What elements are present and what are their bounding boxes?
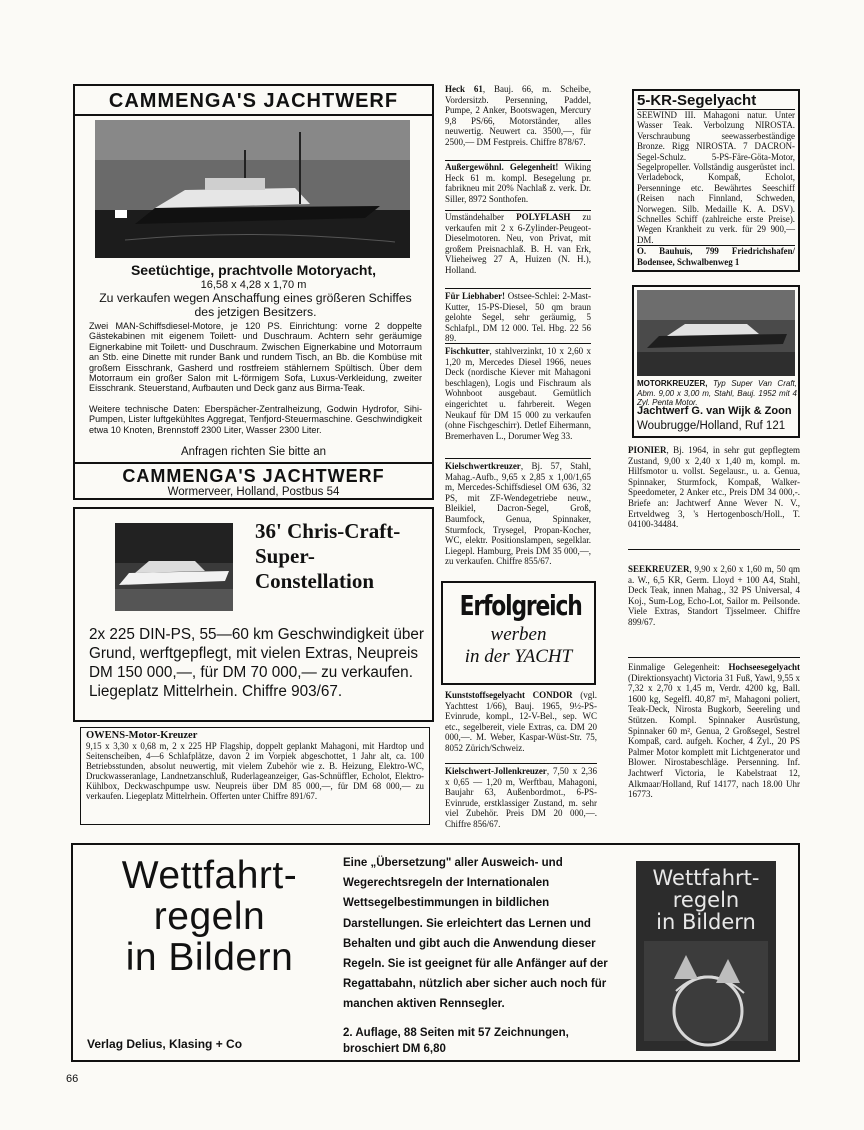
cammenga-ad [73, 84, 434, 500]
wettfahrt-publisher: Verlag Delius, Klasing + Co [87, 1037, 243, 1051]
cammenga-heading-2: CAMMENGA'S JACHTWERF [122, 466, 385, 486]
ad-kielschwertkreuzer [445, 461, 591, 567]
ad-polyflash [445, 212, 591, 276]
pionier-text: , Bj. 1964, in sehr gut gepflegtem Zustand, 9,00 x 2,40 x 1,40 m, kompl. m. Hilfsmotor u. vollst. Segelausr., u. a. Genua, Spinnaker, Sturmfock, Kompaß, Walker-Speedometer, 2 Anker etc., Preis DM 34 000,-. Briefe an: Jachtwerf Anne Wever N. V., Ertveldweg 3, 's Hertogenbosch/Holl., T. 04100-34484. [628, 445, 800, 530]
chris-craft-title: 36' Chris-Craft-Super-Constellation [255, 519, 401, 593]
ad-heck-61 [445, 84, 591, 148]
divider [445, 210, 591, 211]
wettfahrt-title [87, 855, 332, 978]
divider [445, 458, 591, 459]
chris-craft-body: 2x 225 DIN-PS, 55—60 km Geschwindigkeit über Grund, werftgepflegt, mit vielen Extras, Neupreis DM 150 000,—, für DM 70 000,— zu verkaufen. Liegeplatz Mittelrhein. Chiffre 903/67. [89, 626, 424, 700]
cammenga-title: Seetüchtige, prachtvolle Motoryacht, [130, 262, 377, 278]
cover-line-2: regeln [672, 888, 740, 912]
einmalige-text: (Direktionsyacht) Victoria 31 Fuß, Yawl, 9,55 x 7,32 x 2,70 x 1,45 m, Verdr. 4200 kg, Ball. 1600 kg, Segelfl. 40,87 m², Mahagoni poliert, Teak-Deck, Nirosta Bugkorb, Seereling und Stützen. Kompl. Spinnaker Ausrüstung, Spinnaker 60 m², Genua, 2 Großsegel, Sestrel Kompaß, card. aufgeh. Kocher, 4 Zyl., 20 PS Palmer Motor komplett mit Lichtgenerator und Blower. Nirostabeschläge. Persenning. Inf. Jachtwerf Victoria, le Kabelstraat 12, Alkmaar/Holland, Ruf 14177, nach 18.00 Uhr 16773. [628, 672, 800, 800]
divider [445, 288, 591, 289]
ad-jollenkreuzer [445, 766, 597, 830]
ad-seekreuzer [628, 564, 800, 628]
jollen-text: , 7,50 x 2,36 x 0,65 — 1,20 m, Werftbau, Mahagoni, Baujahr 63, Außenbordmot., 6-PS-Evinrude, erstklassiger Zustand, m. sehr viel Zubehör. Preis DM 20 000,—. Chiffre 856/67. [445, 766, 597, 829]
ad-hochseesegelyacht [628, 662, 800, 800]
einmalige-prefix: Einmalige Gelegenheit: [628, 662, 729, 672]
erfolgreich-ad [441, 581, 596, 685]
divider [628, 657, 800, 658]
kr-address: O. Bauhuis, 799 Friedrichshafen/ Bodensee, Schwalbenweg 1 [637, 246, 795, 267]
book-cover [636, 861, 776, 1051]
wettfahrt-ad [71, 843, 800, 1062]
divider [445, 343, 591, 344]
chris-craft-photo [115, 523, 233, 611]
poly-text: zu verkaufen mit 2 x 6-Zylinder-Peugeot-Dieselmotoren. Neu, von Privat, mit großem Preisnachlaß. B. H. van Erk, Vlieheiweg 27 A, Huizen (N. H.), Holland. [445, 212, 592, 275]
divider [628, 549, 800, 550]
motorkreuzer-desc: Typ Super Van Craft, Abm. 9,00 x 3,00 m, Stahl, Bauj. 1952 mit 4 Zyl. Penta Motor. [637, 379, 797, 408]
ad-condor [445, 690, 597, 754]
motorkreuzer-text [637, 379, 797, 408]
title-line-3: in Bildern [125, 936, 294, 979]
seekreuzer-text: , 9,90 x 2,60 x 1,60 m, 50 qm a. W., 6,5 KR, Germ. Lloyd + 100 A4, Stahl, Deck Teak, innen Mahag., 32 PS Universal, 4 Koj., Sum-Log, Echo-Lot, Sailor m. Peilsonde. Viele Extras, Standort Tjsselmeer. Chiffre 899/67. [628, 564, 800, 627]
cammenga-body2: Weitere technische Daten: Eberspächer-Zentralheizung, Godwin Hydrofor, Sihi-Pumpen, Lister luftgekühltes Aggregat, Tenfjord-Steuermaschine. Geschwindigkeit etwa 10 Knoten, Brennstoff 2300 Liter, Wasser 2300 Liter. [89, 404, 422, 435]
poly-title: POLYFLASH [516, 212, 571, 222]
heck-text: , Bauj. 66, m. Scheibe, Vordersitzb. Persenning, Paddel, Pumpe, 2 Anker, Bootswagen, Mercury 9,8 PS/66, Motorständer, alles neuwertig. Neuwert ca. 3500,—, für 2500,— DM Festpreis. Chiffre 878/67. [445, 84, 591, 147]
divider [75, 462, 432, 464]
jollen-title: Kielschwert-Jollenkreuzer [445, 766, 547, 776]
cover-line-1: Wettfahrt- [652, 866, 760, 890]
cammenga-dims: 16,58 x 4,28 x 1,70 m [200, 279, 307, 291]
motoryacht-illustration [95, 120, 410, 258]
cammenga-body1: Zwei MAN-Schiffsdiesel-Motore, je 120 PS. Einrichtung: vorne 2 doppelte Gästekabinen mit eigenem Toilett- und Duschraum. Achtern sehr geräumige Eignerkabine mit Toilett- und Duschraum. Zwischen Eignerkabine und Motorraum an Stb. eine Dinette mit runder Bank und rundem Tisch, an Bb. die Kombüse mit großem Eisschrank, Gasherd und rostfreiem stählernem Spültisch. Über dem Motorraum ein großer Salon mit L-förmigem Sofa, Luxus-Verkleidung, zweiter Eisschrank. Steuerstand, Aufbauten und Deck ganz aus Birma-Teak. [89, 321, 422, 394]
pionier-title: PIONIER [628, 445, 667, 455]
erfolgreich-yacht: in der YACHT [464, 646, 573, 667]
motorkreuzer-ad [632, 285, 800, 438]
motorkreuzer-yard: Jachtwerf G. van Wijk & Zoon [637, 405, 792, 417]
motorkreuzer-illustration [637, 290, 795, 376]
cover-line-3: in Bildern [656, 910, 756, 934]
kiel-title: Kielschwertkreuzer [445, 461, 521, 471]
owens-title: OWENS-Motor-Kreuzer [86, 730, 198, 741]
kr-title: 5-KR-Segelyacht [637, 92, 795, 110]
page-number: 66 [66, 1073, 79, 1085]
aussergew-title: Außergewöhnl. Gelegenheit! [445, 162, 559, 172]
wettfahrt-description: Eine „Übersetzung" aller Ausweich- und Wegerechtsregeln der Internationalen Wettsegelbestimmungen in bildlichen Darstellungen. Sie erleichtert das Lernen und Behalten und gibt auch die Anwendung dieser Regeln. Sie ist geeignet für alle Anfänger auf der Regattabahn, nützlich aber sicher auch noch für manchen aktiven Rennsegler. [343, 857, 608, 1011]
kiel-text: , Bj. 57, Stahl, Mahag.-Aufb., 9,65 x 2,85 x 1,00/1,65 m, Mercedes-Schiffsdiesel OM 636, 32 PS, mit ZF-Wendegetriebe neuw., Bleikiel, Dacron-Segel, Groß, Baumfock, Genua, Spinnaker, Sturmfock, Trysegel, Propan-Kocher, WC, elektr. Positionslampen, segelklar. Liegepl. Hamburg, Preis DM 35 000,—, zu verkaufen. Chiffre 855/67. [445, 461, 591, 567]
ad-fischkutter [445, 346, 591, 441]
divider [445, 160, 591, 161]
owens-body: 9,15 x 3,30 x 0,68 m, 2 x 225 HP Flagship, doppelt geplankt Mahagoni, mit Hardtop und Seitenscheiben, 4—6 Schlafplätze, davon 2 im Vorpiek abgeschottet, 1 Jahr alt, ca. 100 Betriebsstunden, absolut neuwertig, mit vielem Zubehör wie z. B. Heizung, Elektro-WC, Druckwasseranlage, Landnetzanschluß, Ruderlageanzeiger, Gas-Schnüffler, Echolot, Elektro-Kühlbox, Deckwaschpumpe usw. Neupreis über DM 85 000,—, für DM 68 000,— zu verkaufen. Liegeplatz Mittelrhein. Offerten unter Chiffre 891/67. [86, 741, 424, 801]
cover-illustration [636, 861, 776, 1051]
divider [445, 763, 597, 764]
fisch-title: Fischkutter [445, 346, 490, 356]
motorkreuzer-title: MOTORKREUZER, [637, 379, 708, 388]
title-line-2: regeln [153, 895, 266, 938]
aussergew-text: Wiking Heck 61 m. kompl. Besegelung pr. fabrikneu mit 20% Nachlaß z. verk. Dr. Siller, 8972 Sonthofen. [445, 162, 591, 204]
ad-liebhaber [445, 291, 591, 344]
wettfahrt-edition: 2. Auflage, 88 Seiten mit 57 Zeichnungen, broschiert DM 6,80 [343, 1027, 569, 1055]
motorkreuzer-address: Woubrugge/Holland, Ruf 121 [637, 420, 786, 432]
einmalige-title: Hochseesegelyacht [728, 662, 800, 672]
erfolgreich-werben: werben [490, 624, 547, 645]
cammenga-address: Wormerveer, Holland, Postbus 54 [167, 486, 340, 498]
heck-title: Heck 61 [445, 84, 483, 94]
poly-prefix: Umständehalber [445, 212, 517, 222]
kr-segelyacht-ad [632, 89, 800, 272]
kr-text: SEEWIND III. Mahagoni natur. Unter Wasser Teak. Verbolzung NIROSTA. Verschraubung seewasserbeständige Bronze. Rigg NIROSTA. 7 DACRON-Segel-Schulz. 5-PS-Färe-Göta-Motor, Segelpropeller. Vollständig ausgerüstet incl. Verladebock, Kompaß, Echolot, Persenninge etc. Bewährtes Seeschiff (Reisen nach Finnland, Schweden, Norwegen. Silb. Medaille K. A. DSV). Schnelles Schiff (zahlreiche erste Preise). Wegen Krankheit zu verk. für 29 900,— DM. [637, 110, 795, 245]
seekreuzer-title: SEEKREUZER [628, 564, 690, 574]
owens-ad [80, 727, 430, 825]
chris-craft-ad [73, 507, 434, 722]
cruiser-illustration [115, 523, 233, 611]
motoryacht-photo [95, 120, 410, 258]
fisch-text: , stahlverzinkt, 10 x 2,60 x 1,20 m, Mercedes Diesel 1966, neues Deck (nordische Kiever mit Mahagoni beschlagen), Logis und Fischraum als Wohnboot ausgebaut. Gemütlich eingerichtet u. fahrbereit. Wegen Neukauf für DM 15 000 zu verkaufen (ohne Fischgeschirr). Detlef Eihermann, Bremerhaven L., Dorumer Weg 33. [445, 346, 591, 441]
condor-text: (vgl. Yachttest 1/66), Bauj. 1965, 9½-PS-Evinrude, kompl., 12-V-Bel., sep. WC etc., segelbereit, viele Extras, ca. DM 20 000,—. M. Weber, Kaspar-Wüst-Str. 75, 8052 Zürich/Schweiz. [445, 690, 597, 753]
ad-aussergewoehnlich [445, 162, 591, 204]
ad-pionier [628, 445, 800, 530]
liebhaber-text: Ostsee-Schlei: 2-Mast-Kutter, 15-PS-Diesel, 50 qm braun gelohte Segel, sehr geräumig, 5 Schlafpl., DM 12 000. Tel. Hbg. 22 56 89. [445, 291, 591, 344]
cammenga-heading: CAMMENGA'S JACHTWERF [75, 86, 432, 116]
motorkreuzer-photo [637, 290, 795, 376]
liebhaber-title: Für Liebhaber! [445, 291, 506, 301]
condor-title: Kunststoffsegelyacht CONDOR [445, 690, 573, 700]
cammenga-lead: Zu verkaufen wegen Anschaffung eines größeren Schiffes des jetzigen Besitzers. [99, 291, 412, 319]
title-line-1: Wettfahrt- [121, 854, 298, 897]
erfolgreich-title: Erfolgreich [459, 589, 582, 622]
cammenga-requests: Anfragen richten Sie bitte an [180, 446, 327, 458]
